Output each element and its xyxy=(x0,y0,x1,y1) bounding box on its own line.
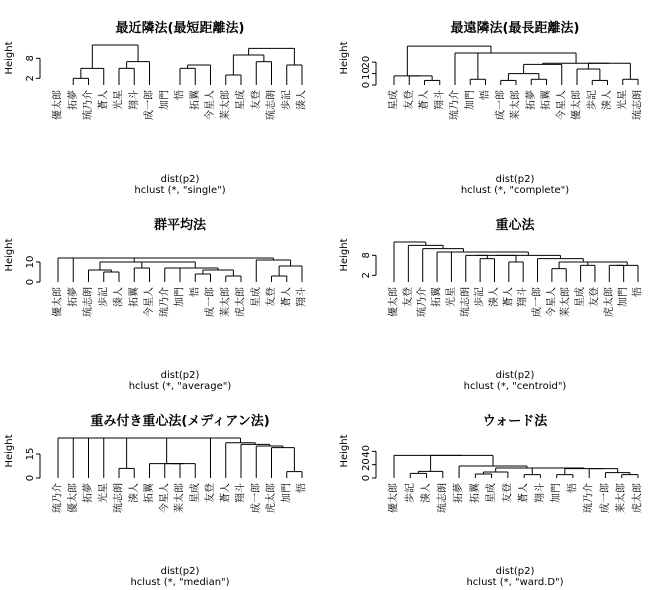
y-axis-label: Height xyxy=(339,238,350,272)
leaf-label: 拓翼 xyxy=(431,287,443,307)
leaf-label: 莱太郎 xyxy=(560,287,572,317)
leaf-label: 光星 xyxy=(113,90,125,110)
leaf-label: 拓夢 xyxy=(67,90,79,110)
leaf-label: 琉志朗 xyxy=(83,287,94,317)
y-tick-label: 2 xyxy=(361,272,372,279)
leaf-label: 翔斗 xyxy=(128,90,140,110)
leaf-label: 優太郎 xyxy=(388,483,400,513)
leaf-label: 莱太郎 xyxy=(174,483,186,513)
leaf-label: 琉志朗 xyxy=(437,483,449,513)
leaf-label: 優太郎 xyxy=(571,90,583,120)
leaf-label: 拓夢 xyxy=(67,287,79,307)
leaf-label: 今星人 xyxy=(556,90,568,120)
leaf-label: 翔斗 xyxy=(434,90,446,110)
leaf-label: 星成 xyxy=(388,90,400,110)
y-axis-label: Height xyxy=(4,41,15,75)
leaf-label: 琉志朗 xyxy=(113,483,125,513)
leaf-label: 琉乃介 xyxy=(159,287,171,317)
leaf-label: 蒼人 xyxy=(98,90,110,110)
leaf-label: 加門 xyxy=(618,287,630,307)
x-axis-label: dist(p2) xyxy=(160,174,200,185)
leaf-label: 拓夢 xyxy=(83,483,94,503)
leaf-label: 光星 xyxy=(445,287,457,307)
leaf-label: 加門 xyxy=(464,90,476,110)
y-tick-label: 0 xyxy=(25,474,36,482)
leaf-label: 成一郎 xyxy=(250,483,262,513)
leaf-label: 歩記 xyxy=(474,287,486,307)
y-tick-label: 0 xyxy=(361,81,372,89)
leaf-label: 歩記 xyxy=(98,287,110,307)
leaf-label: 優太郎 xyxy=(52,90,64,120)
leaf-label: 翔斗 xyxy=(517,287,529,307)
y-axis-label: Height xyxy=(339,434,350,468)
y-tick-label: 15 xyxy=(25,447,36,461)
leaf-label: 拓夢 xyxy=(453,483,465,503)
method-subtitle: hclust (*, "average") xyxy=(128,381,232,392)
leaf-label: 光星 xyxy=(98,483,110,503)
leaf-label: 琉志朗 xyxy=(632,90,644,120)
leaf-label: 歩記 xyxy=(404,483,416,503)
leaf-label: 成一郎 xyxy=(599,483,611,513)
method-subtitle: hclust (*, "median") xyxy=(130,577,230,588)
y-axis-label: Height xyxy=(4,238,15,272)
leaf-label: 加門 xyxy=(174,287,186,307)
leaf-label: 友登 xyxy=(250,90,262,110)
leaf-label: 友登 xyxy=(402,287,414,307)
leaf-label: 翔斗 xyxy=(235,483,247,503)
leaf-label: 莱太郎 xyxy=(220,90,232,120)
x-axis-label: dist(p2) xyxy=(160,370,200,381)
leaf-label: 今星人 xyxy=(546,287,558,317)
leaf-label: 友登 xyxy=(205,483,216,503)
leaf-label: 成一郎 xyxy=(144,90,155,120)
leaf-label: 光星 xyxy=(617,90,629,110)
leaf-label: 今星人 xyxy=(144,287,155,317)
leaf-label: 琉乃介 xyxy=(449,90,461,120)
method-subtitle: hclust (*, "centroid") xyxy=(463,381,567,392)
leaf-label: 虎太郎 xyxy=(266,483,277,513)
leaf-label: 悟 xyxy=(632,287,644,297)
leaf-label: 星成 xyxy=(235,90,247,110)
leaf-label: 琉志朗 xyxy=(460,287,472,317)
y-tick-label: 8 xyxy=(25,55,36,62)
leaf-label: 友登 xyxy=(502,483,514,504)
leaf-label: 星成 xyxy=(575,287,587,307)
leaf-label: 湊人 xyxy=(296,90,308,110)
leaf-label: 琉乃介 xyxy=(83,90,94,120)
leaf-label: 加門 xyxy=(551,483,563,503)
panel-title: ウォード法 xyxy=(482,414,548,429)
panel-title: 最近隣法(最短距離法) xyxy=(115,21,245,36)
leaf-label: 莱太郎 xyxy=(616,483,628,513)
x-axis-label: dist(p2) xyxy=(495,370,535,381)
leaf-label: 歩記 xyxy=(586,90,598,110)
leaf-label: 湊人 xyxy=(421,483,433,503)
panel-title: 重み付き重心法(メディアン法) xyxy=(90,414,270,429)
leaf-label: 莱太郎 xyxy=(220,287,232,317)
leaf-label: 蒼人 xyxy=(419,90,430,110)
x-axis-label: dist(p2) xyxy=(495,566,535,577)
leaf-label: 虎太郎 xyxy=(235,287,247,317)
leaf-label: 湊人 xyxy=(602,90,613,110)
x-axis-label: dist(p2) xyxy=(495,174,535,185)
leaf-label: 加門 xyxy=(281,483,293,503)
panel-title: 重心法 xyxy=(495,218,535,233)
y-tick-label: 0 xyxy=(25,278,36,286)
y-tick-label: 0 xyxy=(361,474,372,482)
method-subtitle: hclust (*, "ward.D") xyxy=(466,577,564,588)
y-axis-label: Height xyxy=(339,41,350,75)
leaf-label: 蒼人 xyxy=(220,483,232,503)
leaf-label: 虎太郎 xyxy=(632,483,644,513)
leaf-label: 優太郎 xyxy=(67,483,79,513)
y-tick-label: 2 xyxy=(25,75,36,82)
leaf-label: 悟 xyxy=(296,483,308,493)
leaf-label: 今星人 xyxy=(205,90,216,120)
leaf-label: 翔斗 xyxy=(534,483,546,503)
leaf-label: 琉乃介 xyxy=(583,483,595,513)
leaf-label: 蒼人 xyxy=(518,483,530,503)
leaf-label: 悟 xyxy=(189,287,201,297)
leaf-label: 拓翼 xyxy=(144,483,155,503)
leaf-label: 成一郎 xyxy=(532,287,544,317)
panel-title: 群平均法 xyxy=(153,218,207,233)
leaf-label: 湊人 xyxy=(488,287,500,307)
leaf-label: 琉志朗 xyxy=(266,90,277,120)
leaf-label: 莱太郎 xyxy=(510,90,522,120)
leaf-label: 成一郎 xyxy=(495,90,507,120)
leaf-label: 優太郎 xyxy=(388,287,400,317)
leaf-label: 湊人 xyxy=(128,483,140,503)
leaf-label: 友登 xyxy=(589,287,601,307)
leaf-label: 星成 xyxy=(486,483,498,503)
y-tick-label: 10 xyxy=(25,255,36,269)
y-tick-label: 40 xyxy=(361,444,372,458)
leaf-label: 翔斗 xyxy=(296,287,308,307)
leaf-label: 拓夢 xyxy=(525,90,537,110)
leaf-label: 湊人 xyxy=(113,287,125,307)
leaf-label: 加門 xyxy=(159,90,171,110)
y-axis-label: Height xyxy=(4,434,15,468)
leaf-label: 拓翼 xyxy=(128,287,140,307)
leaf-label: 友登 xyxy=(266,287,277,307)
leaf-label: 蒼人 xyxy=(281,287,293,307)
leaf-label: 蒼人 xyxy=(503,286,515,307)
y-tick-label: 20 xyxy=(361,55,372,69)
x-axis-label: dist(p2) xyxy=(160,566,200,577)
leaf-label: 悟 xyxy=(174,90,186,100)
leaf-label: 成一郎 xyxy=(205,287,216,317)
leaf-label: 悟 xyxy=(480,90,491,100)
leaf-label: 拓翼 xyxy=(541,90,552,110)
leaf-label: 今星人 xyxy=(159,483,171,513)
method-subtitle: hclust (*, "single") xyxy=(134,185,226,196)
leaf-label: 星成 xyxy=(189,483,201,503)
leaf-label: 拓翼 xyxy=(189,90,201,110)
leaf-label: 歩記 xyxy=(281,90,293,110)
y-tick-label: 8 xyxy=(361,252,372,259)
panel-title: 最遠隣法(最長距離法) xyxy=(450,21,580,36)
leaf-label: 優太郎 xyxy=(52,287,64,317)
leaf-label: 星成 xyxy=(250,287,262,307)
leaf-label: 友登 xyxy=(403,90,415,110)
y-tick-label: 20 xyxy=(361,458,372,472)
method-subtitle: hclust (*, "complete") xyxy=(460,185,570,196)
leaf-label: 虎太郎 xyxy=(603,287,615,317)
y-tick-label: 10 xyxy=(361,67,372,80)
leaf-label: 琉乃介 xyxy=(417,287,429,317)
leaf-label: 悟 xyxy=(567,483,579,493)
leaf-label: 琉乃介 xyxy=(52,483,64,513)
leaf-label: 拓翼 xyxy=(469,483,481,503)
